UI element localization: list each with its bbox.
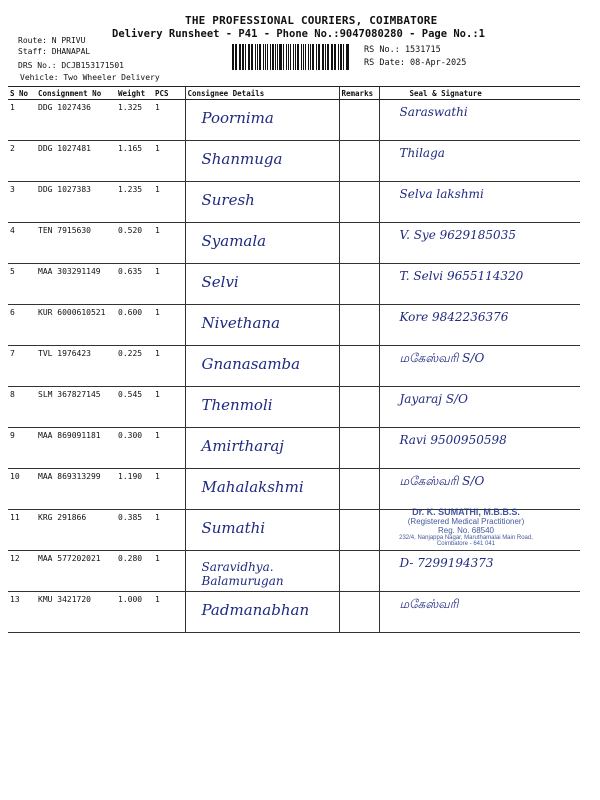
barcode-bar — [310, 44, 312, 70]
consignee-handwriting: Sumathi — [201, 519, 266, 537]
barcode-bar — [293, 44, 294, 70]
row-consignment: MAA 869313299 — [36, 469, 116, 510]
table-row — [8, 182, 580, 223]
row-weight: 1.190 — [116, 469, 153, 510]
row-weight: 1.235 — [116, 182, 153, 223]
consignee-handwriting: Gnanasamba — [201, 355, 301, 373]
signature-handwriting: D- 7299194373 — [399, 556, 494, 570]
row-consignment: DDG 1027383 — [36, 182, 116, 223]
barcode-bar — [297, 44, 299, 70]
barcode-bar — [267, 44, 269, 70]
row-consignment: DDG 1027436 — [36, 100, 116, 141]
row-sno: 10 — [8, 469, 36, 510]
vehicle-label: Vehicle: Two Wheeler Delivery — [20, 73, 160, 82]
barcode-bar — [236, 44, 237, 70]
table-header-row — [8, 87, 580, 100]
row-pcs: 1 — [153, 428, 185, 469]
barcode — [232, 44, 350, 70]
row-sno: 8 — [8, 387, 36, 428]
row-sno: 13 — [8, 592, 36, 633]
runsheet-subtitle: Delivery Runsheet - P41 - Phone No.:9047080280 - Page No.:1 — [112, 28, 485, 40]
row-pcs: 1 — [153, 182, 185, 223]
row-consignment: MAA 577202021 — [36, 551, 116, 592]
table-row — [8, 305, 580, 346]
row-weight: 1.000 — [116, 592, 153, 633]
barcode-bar — [239, 44, 241, 70]
rs-date: RS Date: 08-Apr-2025 — [364, 58, 467, 68]
row-pcs: 1 — [153, 141, 185, 182]
consignee-handwriting: Poornima — [201, 109, 274, 127]
row-pcs: 1 — [153, 305, 185, 346]
barcode-bar — [332, 44, 333, 70]
row-consignment: MAA 303291149 — [36, 264, 116, 305]
consignee-handwriting: Nivethana — [201, 314, 281, 332]
drs-number: DRS No.: DCJB153171501 — [18, 61, 124, 70]
row-sno: 5 — [8, 264, 36, 305]
row-remarks — [339, 100, 379, 141]
barcode-bar — [325, 44, 326, 70]
consignee-handwriting: Selvi — [201, 273, 239, 291]
barcode-bar — [277, 44, 278, 70]
barcode-bar — [283, 44, 285, 70]
row-remarks — [339, 592, 379, 633]
consignee-handwriting: Amirtharaj — [201, 437, 284, 455]
table-row — [8, 387, 580, 428]
stamp-reg-no: Reg. No. 68540 — [437, 526, 495, 535]
barcode-bar — [347, 44, 349, 70]
signature-handwriting: மகேஸ்வரி S/O — [399, 474, 485, 488]
barcode-bar — [288, 44, 289, 70]
barcode-bar — [249, 44, 250, 70]
table-row — [8, 469, 580, 510]
row-consignment: DDG 1027481 — [36, 141, 116, 182]
table-row — [8, 223, 580, 264]
row-sno: 11 — [8, 510, 36, 551]
row-consignment: MAA 869091181 — [36, 428, 116, 469]
row-remarks — [339, 182, 379, 223]
barcode-bar — [346, 44, 347, 70]
row-remarks — [339, 428, 379, 469]
col-header-pcs: PCS — [153, 87, 185, 100]
row-pcs: 1 — [153, 592, 185, 633]
barcode-bar — [286, 44, 287, 70]
row-remarks — [339, 223, 379, 264]
stamp-city: Coimbatore - 641 041 — [436, 541, 496, 547]
signature-handwriting: V. Sye 9629185035 — [399, 228, 516, 242]
row-pcs: 1 — [153, 510, 185, 551]
col-header-signature: Seal & Signature — [379, 87, 580, 100]
barcode-bar — [263, 44, 264, 70]
barcode-bar — [340, 44, 342, 70]
table-row — [8, 592, 580, 633]
signature-handwriting: Selva lakshmi — [399, 187, 484, 201]
consignee-handwriting: Shanmuga — [201, 150, 283, 168]
barcode-bar — [265, 44, 266, 70]
signature-handwriting: Thilaga — [399, 146, 445, 160]
barcode-bar — [334, 44, 336, 70]
barcode-bar — [303, 44, 305, 70]
signature-handwriting: Jayaraj S/O — [399, 392, 468, 406]
table-row — [8, 100, 580, 141]
barcode-bar — [275, 44, 276, 70]
row-weight: 0.300 — [116, 428, 153, 469]
row-sno: 7 — [8, 346, 36, 387]
table-row — [8, 264, 580, 305]
row-weight: 0.545 — [116, 387, 153, 428]
signature-handwriting: T. Selvi 9655114320 — [399, 269, 524, 283]
table-row — [8, 141, 580, 182]
barcode-bar — [343, 44, 344, 70]
signature-handwriting: Ravi 9500950598 — [399, 433, 507, 447]
signature-handwriting: Saraswathi — [399, 105, 468, 119]
barcode-bar — [327, 44, 329, 70]
row-weight: 0.520 — [116, 223, 153, 264]
row-weight: 1.165 — [116, 141, 153, 182]
row-sno: 2 — [8, 141, 36, 182]
company-title: THE PROFESSIONAL COURIERS, COIMBATORE — [185, 14, 438, 27]
row-pcs: 1 — [153, 223, 185, 264]
stamp-name: Dr. K. SUMATHI, M.B.B.S. — [412, 507, 520, 517]
barcode-bar — [248, 44, 249, 70]
barcode-bar — [322, 44, 324, 70]
row-remarks — [339, 141, 379, 182]
row-consignment: KRG 291866 — [36, 510, 116, 551]
signature-handwriting: மகேஸ்வரி — [399, 597, 459, 611]
signature-handwriting: மகேஸ்வரி S/O — [399, 351, 485, 365]
barcode-bar — [235, 44, 236, 70]
signature-handwriting: Kore 9842236376 — [399, 310, 509, 324]
row-weight: 0.225 — [116, 346, 153, 387]
row-remarks — [339, 346, 379, 387]
consignee-handwriting: Thenmoli — [201, 396, 273, 414]
col-header-sno: S No — [8, 87, 36, 100]
barcode-bar — [308, 44, 309, 70]
table-row — [8, 551, 580, 592]
row-pcs: 1 — [153, 264, 185, 305]
col-header-remarks: Remarks — [339, 87, 379, 100]
col-header-consignee: Consignee Details — [185, 87, 339, 100]
row-remarks — [339, 305, 379, 346]
barcode-bar — [305, 44, 306, 70]
row-remarks — [339, 469, 379, 510]
barcode-bar — [318, 44, 319, 70]
table-row — [8, 428, 580, 469]
row-pcs: 1 — [153, 387, 185, 428]
barcode-bar — [295, 44, 296, 70]
barcode-bar — [270, 44, 271, 70]
row-weight: 1.325 — [116, 100, 153, 141]
stamp-address: 232/4, Nanjappa Nagar, Maruthamalai Main Road, — [399, 535, 533, 541]
barcode-bar — [316, 44, 317, 70]
barcode-bar — [290, 44, 292, 70]
row-sno: 1 — [8, 100, 36, 141]
row-pcs: 1 — [153, 346, 185, 387]
consignee-handwriting: Mahalakshmi — [201, 478, 304, 496]
barcode-bar — [259, 44, 261, 70]
staff-label: Staff: DHANAPAL — [18, 47, 91, 56]
consignee-handwriting: Saravidhya. Balamurugan — [201, 560, 284, 588]
barcode-bar — [279, 44, 281, 70]
barcode-bar — [272, 44, 274, 70]
col-header-weight: Weight — [116, 87, 153, 100]
col-header-consignment: Consignment No — [36, 87, 116, 100]
row-pcs: 1 — [153, 551, 185, 592]
rs-number: RS No.: 1531715 — [364, 45, 441, 55]
row-remarks — [339, 387, 379, 428]
row-pcs: 1 — [153, 100, 185, 141]
row-consignment: TVL 1976423 — [36, 346, 116, 387]
consignee-handwriting: Padmanabhan — [201, 601, 310, 619]
barcode-bar — [255, 44, 257, 70]
consignee-handwriting: Suresh — [201, 191, 255, 209]
runsheet-table — [8, 86, 580, 633]
barcode-bar — [232, 44, 234, 70]
row-pcs: 1 — [153, 469, 185, 510]
row-consignment: TEN 7915630 — [36, 223, 116, 264]
row-remarks — [339, 264, 379, 305]
barcode-bar — [257, 44, 258, 70]
barcode-bar — [338, 44, 339, 70]
row-sno: 6 — [8, 305, 36, 346]
row-consignment: KMU 3421720 — [36, 592, 116, 633]
stamp-title: (Registered Medical Practitioner) — [407, 517, 525, 526]
barcode-bar — [312, 44, 314, 70]
row-remarks — [339, 551, 379, 592]
row-weight: 0.635 — [116, 264, 153, 305]
row-consignment: SLM 367827145 — [36, 387, 116, 428]
row-remarks — [339, 510, 379, 551]
row-weight: 0.600 — [116, 305, 153, 346]
table-row — [8, 346, 580, 387]
barcode-bar — [245, 44, 246, 70]
consignee-handwriting: Syamala — [201, 232, 267, 250]
barcode-bar — [331, 44, 332, 70]
row-sno: 9 — [8, 428, 36, 469]
barcode-bar — [301, 44, 302, 70]
doctor-stamp — [380, 507, 552, 547]
row-weight: 0.280 — [116, 551, 153, 592]
row-consignment: KUR 6000610521 — [36, 305, 116, 346]
row-sno: 4 — [8, 223, 36, 264]
route-label: Route: N PRIVU — [18, 36, 86, 45]
barcode-bar — [242, 44, 244, 70]
row-sno: 3 — [8, 182, 36, 223]
row-weight: 0.385 — [116, 510, 153, 551]
row-sno: 12 — [8, 551, 36, 592]
barcode-bar — [319, 44, 320, 70]
barcode-bar — [251, 44, 253, 70]
